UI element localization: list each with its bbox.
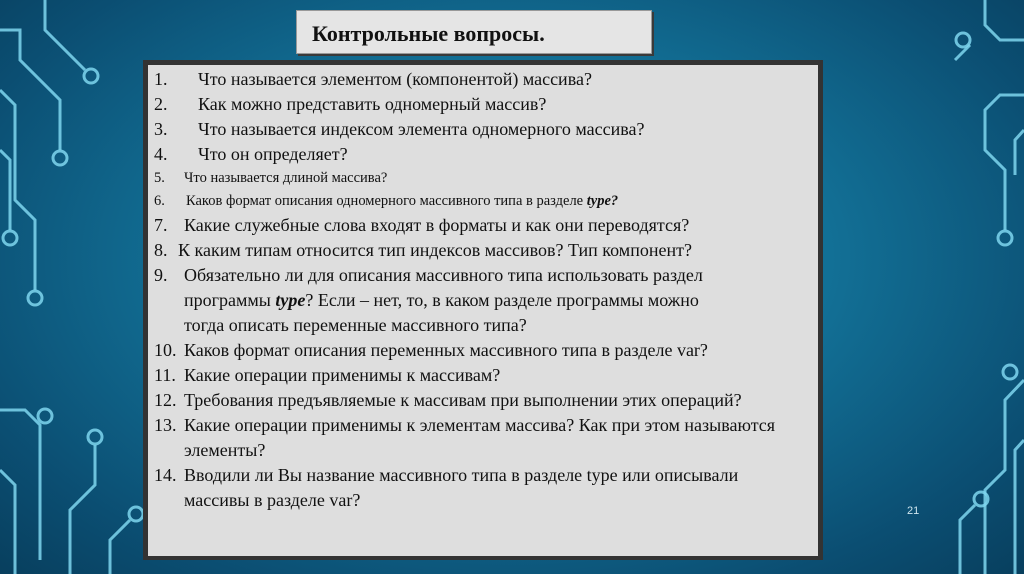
question-number: 10. [154, 340, 177, 360]
question-text: Какие операции применимы к элементам массива? Как при этом называются элементы? [184, 415, 776, 460]
question-text: Что называется индексом элемента одномерного массива? [198, 119, 645, 139]
question-text: К каким типам относится тип индексов массивов? Тип компонент? [178, 240, 692, 260]
question-text: Что называется элементом (компонентой) массива? [198, 69, 592, 89]
question-number: 3. [154, 119, 168, 139]
question-11 [154, 363, 818, 388]
question-12 [154, 388, 818, 413]
question-number: 2. [154, 94, 168, 114]
question-8 [154, 238, 818, 263]
questions-panel [148, 65, 818, 556]
question-number: 11. [154, 365, 176, 385]
question-text [184, 263, 818, 338]
question-text: Как можно представить одномерный массив? [198, 94, 547, 114]
type-keyword: type [275, 290, 306, 310]
question-number: 7. [154, 215, 168, 235]
question-4 [154, 142, 818, 167]
question-text: Что он определяет? [198, 144, 348, 164]
question-text-line: Обязательно ли для описания массивного типа использовать раздел [184, 265, 703, 285]
question-text-part: ? Если – нет, то, в каком разделе программы можно [305, 290, 699, 310]
question-number: 1. [154, 69, 168, 89]
question-text-line: тогда описать переменные массивного типа? [184, 315, 527, 335]
question-text: Какие операции применимы к массивам? [184, 365, 501, 385]
question-3 [154, 117, 818, 142]
question-text-part: программы [184, 290, 276, 310]
question-text: Что называется длиной массива? [184, 170, 388, 186]
question-7 [154, 213, 818, 238]
question-5 [154, 167, 818, 190]
question-14 [154, 463, 818, 513]
question-number: 6. [154, 193, 165, 209]
question-text [186, 190, 818, 213]
question-10 [154, 338, 818, 363]
question-1 [154, 67, 818, 92]
question-6 [154, 190, 818, 213]
question-text: Каков формат описания переменных массивного типа в разделе var? [184, 340, 708, 360]
question-number: 9. [154, 265, 168, 285]
type-keyword: type? [586, 193, 619, 209]
question-9 [154, 263, 818, 338]
question-2 [154, 92, 818, 117]
question-text-line [184, 288, 818, 313]
question-text-part: Каков формат описания одномерного массивного типа в разделе [186, 193, 587, 209]
question-number: 5. [154, 170, 165, 186]
question-13 [154, 413, 818, 463]
question-number: 12. [154, 390, 177, 410]
question-text: Требования предъявляемые к массивам при выполнении этих операций? [184, 390, 742, 410]
question-number: 8. [154, 240, 168, 260]
question-number: 14. [154, 465, 177, 485]
slide-number: 21 [907, 505, 920, 517]
question-number: 13. [154, 415, 177, 435]
slide-title: Контрольные вопросы. [296, 10, 652, 54]
question-number: 4. [154, 144, 168, 164]
question-text: Какие служебные слова входят в форматы и как они переводятся? [184, 215, 690, 235]
question-text: Вводили ли Вы название массивного типа в разделе type или описывали массивы в разделе var? [184, 465, 739, 510]
